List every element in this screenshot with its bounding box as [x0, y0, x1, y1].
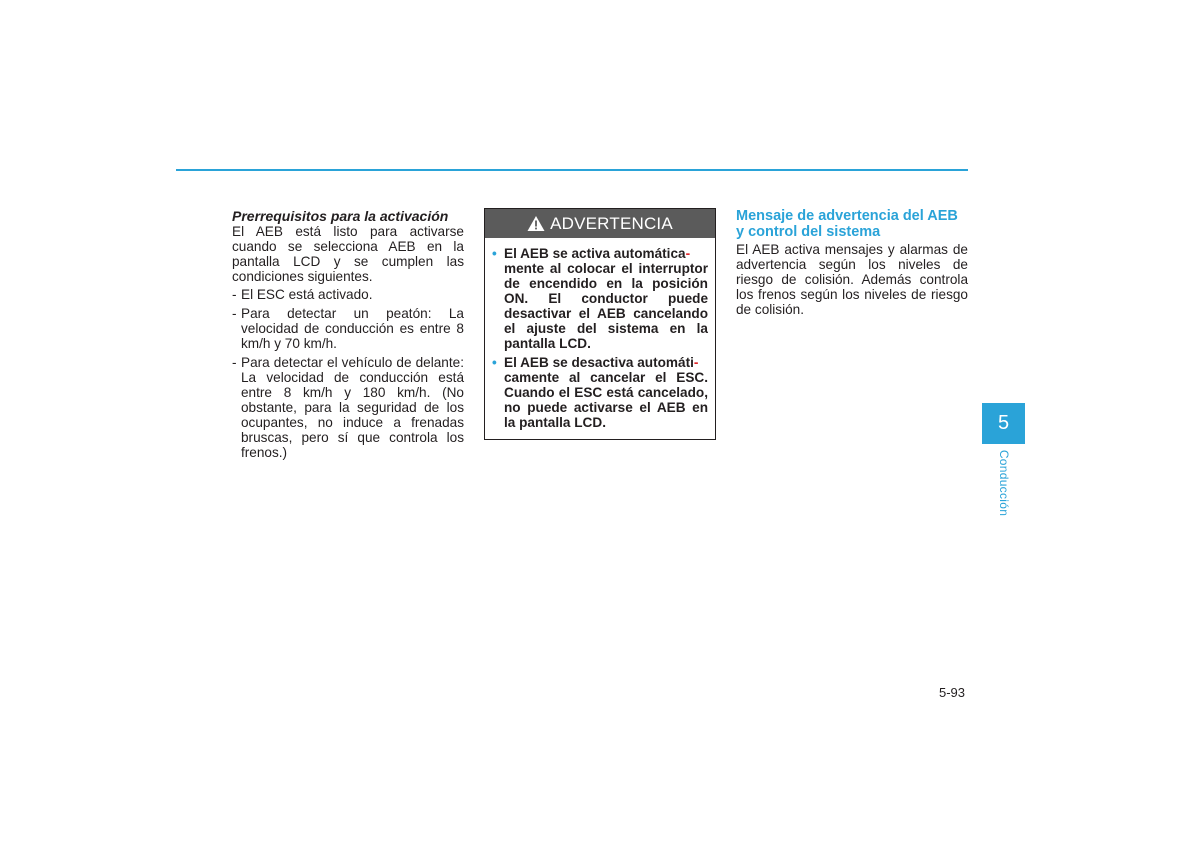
warning-item: [492, 355, 708, 430]
right-column: [736, 208, 968, 317]
hyphen-mark: -: [693, 355, 699, 370]
warning-text-part: El AEB se desactiva automáti: [504, 355, 694, 370]
activation-intro-paragraph: El AEB está listo para activarse cuando se selecciona AEB en la pantalla LCD y se cumplen las condiciones siguientes.: [232, 224, 464, 284]
section-title: Mensaje de advertencia del AEB y control del sistema: [736, 208, 958, 240]
middle-column: [484, 208, 716, 440]
left-column: [232, 208, 464, 464]
bullet-marker: •: [492, 246, 497, 261]
page-number: 5-93: [939, 685, 966, 700]
warning-box: [484, 208, 716, 440]
warning-text-part: camente al cancelar el ESC. Cuando el ESC está cancelado, no puede activarse el AEB en la pantalla LCD.: [504, 370, 708, 430]
warning-triangle-icon: [527, 215, 545, 232]
activation-prerequisites-heading: Prerrequisitos para la activación: [232, 208, 449, 224]
top-divider-line: [176, 169, 968, 171]
dash-marker: -: [232, 287, 237, 302]
warning-list: [492, 246, 708, 430]
condition-item: [232, 355, 464, 460]
warning-header: [485, 209, 715, 238]
chapter-number-tab: 5: [982, 403, 1025, 444]
warning-text-part: mente al colocar el interruptor de encendido en la posición ON. El conductor puede desactivar el AEB cancelando el ajuste del sistema en la pantalla LCD.: [504, 261, 708, 351]
condition-text: Para detectar un peatón: La velocidad de conducción es entre 8 km/h y 70 km/h.: [241, 306, 464, 351]
section-body-paragraph: El AEB activa mensajes y alarmas de advertencia según los niveles de riesgo de colisión. Además controla los frenos según los niveles de riesgo de colisión.: [736, 242, 968, 317]
condition-item: [232, 287, 464, 302]
chapter-label: Conducción: [997, 449, 1011, 517]
condition-text: Para detectar el vehículo de delante: La velocidad de conducción está entre 8 km/h y 180 km/h. (No obstante, para la seguridad de los ocupantes, no induce a frenadas bruscas, pero sí que controla los frenos.): [241, 355, 464, 460]
hyphen-mark: -: [685, 246, 691, 261]
warning-title: ADVERTENCIA: [550, 214, 673, 233]
condition-item: [232, 306, 464, 351]
dash-marker: -: [232, 355, 237, 370]
condition-text: El ESC está activado.: [241, 287, 373, 302]
warning-item: [492, 246, 708, 351]
bullet-marker: •: [492, 355, 497, 370]
dash-marker: -: [232, 306, 237, 321]
warning-text-part: El AEB se activa automática: [504, 246, 686, 261]
warning-body: [485, 238, 715, 439]
conditions-list: [232, 287, 464, 460]
